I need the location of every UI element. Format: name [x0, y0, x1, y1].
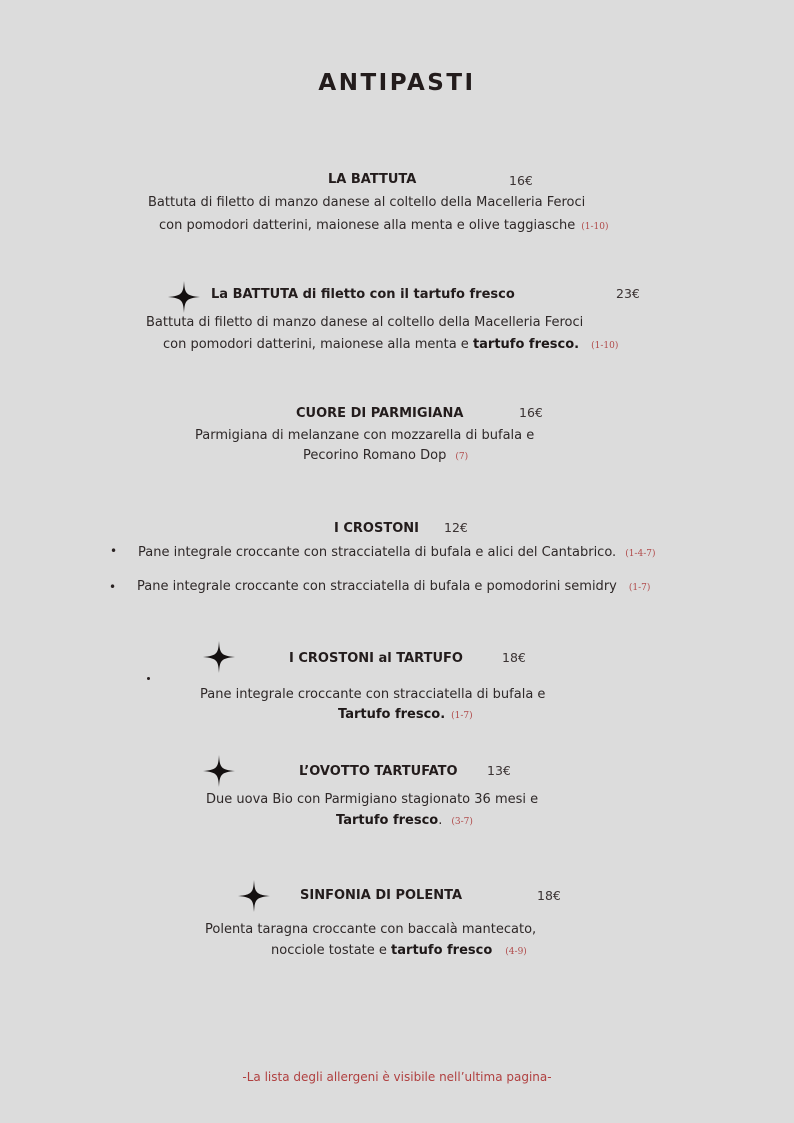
dish-description-line: Pane integrale croccante con stracciatella di bufala e	[200, 687, 546, 702]
allergen-codes: (4-9)	[505, 947, 527, 957]
dish-name-i-crostoni: I CROSTONI	[334, 521, 419, 536]
dish-description-line: Battuta di filetto di manzo danese al coltello della Macelleria Feroci	[146, 315, 584, 330]
allergen-codes: (1-7)	[451, 711, 473, 721]
bullet-icon	[147, 677, 150, 680]
dish-description-text: Pane integrale croccante con stracciatella di bufala e alici del Cantabrico.	[138, 545, 617, 560]
allergen-codes: (1-10)	[581, 222, 609, 232]
dish-description-text: con pomodori datterini, maionese alla menta e olive taggiasche	[159, 218, 576, 233]
four-point-star-icon	[203, 755, 235, 787]
dish-description-line: Due uova Bio con Parmigiano stagionato 36 mesi e	[206, 792, 539, 807]
dish-description-line	[159, 218, 608, 233]
dish-description-text: Pane integrale croccante con stracciatella di bufala e pomodorini semidry	[137, 579, 617, 594]
dish-description-text: Pecorino Romano Dop	[303, 448, 447, 463]
dish-description-text: .	[438, 813, 443, 828]
dish-price: 12€	[444, 520, 468, 535]
dish-bullet-item	[137, 579, 650, 594]
dish-price: 18€	[502, 650, 526, 665]
four-point-star-icon	[238, 880, 270, 912]
dish-price: 13€	[487, 763, 511, 778]
bullet-icon: •	[109, 580, 117, 594]
dish-description-text: con pomodori datterini, maionese alla menta e	[163, 337, 473, 352]
dish-description-line	[338, 707, 473, 722]
page-title: ANTIPASTI	[318, 70, 476, 96]
dish-bullet-item	[138, 545, 655, 560]
allergen-codes: (7)	[455, 452, 469, 462]
dish-price: 23€	[616, 286, 640, 301]
allergen-codes: (1-10)	[591, 341, 619, 351]
dish-name-ovotto-tartufato: L’OVOTTO TARTUFATO	[299, 764, 458, 779]
dish-description-line: Battuta di filetto di manzo danese al coltello della Macelleria Feroci	[148, 195, 586, 210]
dish-name-crostoni-tartufo: I CROSTONI al TARTUFO	[289, 651, 463, 666]
dish-price: 16€	[519, 405, 543, 420]
dish-description-bold: Tartufo fresco	[336, 813, 439, 828]
dish-price: 16€	[509, 173, 533, 188]
dish-name-cuore-di-parmigiana: CUORE DI PARMIGIANA	[296, 406, 464, 421]
allergen-codes: (1-4-7)	[625, 549, 656, 559]
dish-description-line: Polenta taragna croccante con baccalà mantecato,	[205, 922, 537, 937]
dish-description-line	[271, 943, 527, 958]
dish-description-text: nocciole tostate e	[271, 943, 392, 958]
four-point-star-icon	[203, 641, 235, 673]
bullet-icon: •	[110, 544, 118, 558]
dish-description-line	[303, 448, 468, 463]
dish-description-line	[163, 337, 618, 352]
dish-description-bold: Tartufo fresco.	[338, 707, 446, 722]
dish-description-line: Parmigiana di melanzane con mozzarella di bufala e	[195, 428, 535, 443]
allergen-notice-footer: -La lista degli allergeni è visibile nell’ultima pagina-	[242, 1070, 552, 1084]
allergen-codes: (3-7)	[451, 817, 473, 827]
dish-description-line	[336, 813, 473, 828]
dish-name-battuta-tartufo: La BATTUTA di filetto con il tartufo fresco	[211, 287, 515, 302]
four-point-star-icon	[168, 281, 200, 313]
dish-price: 18€	[537, 888, 561, 903]
allergen-codes: (1-7)	[628, 583, 651, 593]
dish-description-bold: tartufo fresco.	[472, 337, 580, 352]
dish-name-sinfonia-di-polenta: SINFONIA DI POLENTA	[300, 888, 463, 903]
dish-name-la-battuta: LA BATTUTA	[328, 172, 417, 187]
dish-description-bold: tartufo fresco	[391, 943, 493, 958]
